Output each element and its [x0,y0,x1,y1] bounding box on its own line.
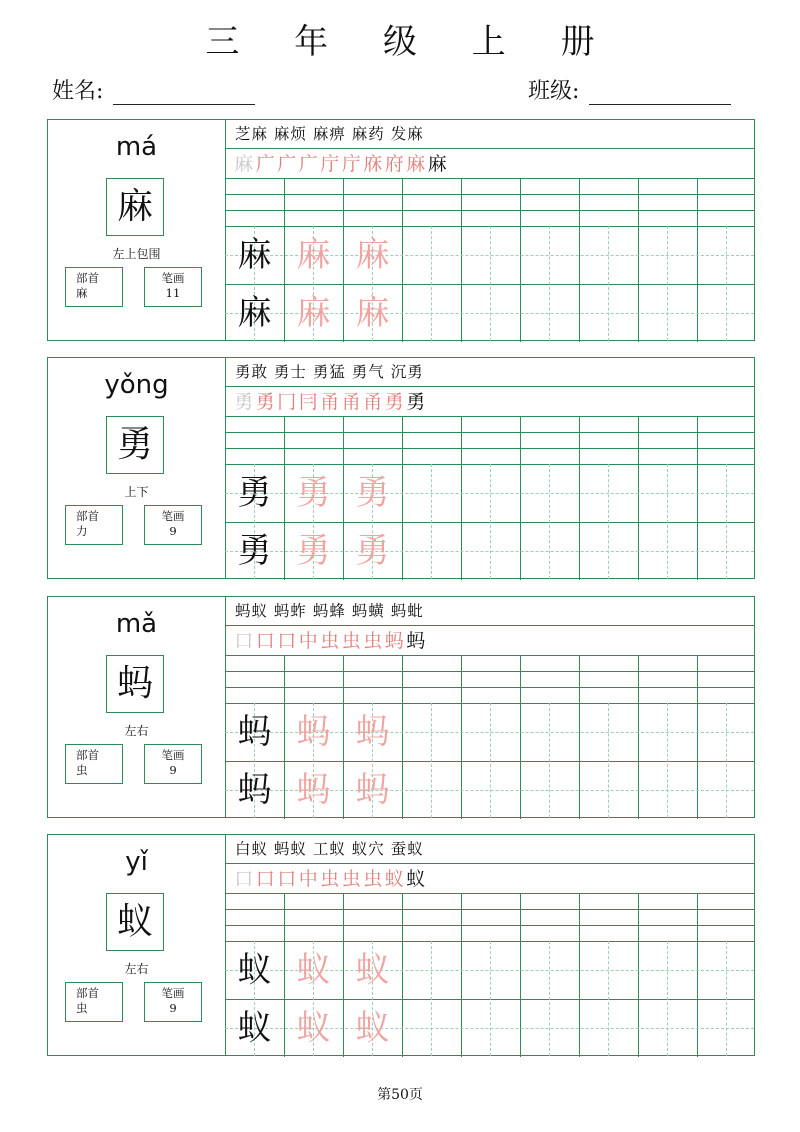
stroke-step: 虫 [320,630,340,652]
grid-line [225,687,754,688]
pinyin: yǒng [104,370,169,400]
empty-practice-cell[interactable] [520,284,579,342]
stroke-order-row [233,152,448,176]
grid-line [225,194,754,195]
stroke-step: 甬 [320,391,340,413]
empty-practice-cell[interactable] [579,464,638,522]
empty-practice-cell[interactable] [638,703,697,761]
stroke-step: 冃 [298,391,318,413]
stroke-order-row [233,867,427,891]
grid-line [225,178,754,179]
model-practice-character: 蚂 [237,770,272,810]
radical-value: 虫 [76,1001,88,1015]
empty-practice-cell[interactable] [697,464,756,522]
empty-practice-cell[interactable] [579,522,638,580]
model-practice-character: 麻 [237,235,272,275]
stroke-step: 虫 [363,868,383,890]
stroke-step: 庁 [341,153,361,175]
pinyin: yǐ [125,847,148,877]
structure-label: 左右 [124,724,149,738]
character-info-panel [48,358,226,578]
grid-line [225,925,754,926]
radical-box [65,505,123,545]
stroke-step: 蚁 [406,868,426,890]
grid-line [225,863,754,864]
stroke-step: 中 [298,868,318,890]
trace-character: 麻 [296,293,331,333]
empty-practice-cell[interactable] [520,464,579,522]
model-practice-character: 勇 [237,531,272,571]
empty-practice-cell[interactable] [402,226,461,284]
character-info-panel [48,597,226,817]
empty-practice-cell[interactable] [520,703,579,761]
name-field[interactable] [52,74,255,105]
page-title: 三 年 级 上 册 [205,22,617,62]
empty-practice-cell[interactable] [402,522,461,580]
strokes-value: 9 [169,1001,177,1015]
empty-practice-cell[interactable] [579,284,638,342]
model-practice-character: 蚁 [237,1008,272,1048]
stroke-step: 勇 [406,391,426,413]
empty-practice-cell[interactable] [579,226,638,284]
trace-character: 蚂 [296,770,331,810]
trace-character: 麻 [355,235,390,275]
radical-value: 麻 [76,286,88,300]
vocabulary-words: 勇敢 勇士 勇猛 勇气 沉勇 [235,363,424,381]
radical-value: 虫 [76,763,88,777]
empty-practice-cell[interactable] [579,941,638,999]
practice-grid [225,120,754,340]
empty-practice-cell[interactable] [461,522,520,580]
stroke-step: 庥 [363,153,383,175]
empty-practice-cell[interactable] [638,522,697,580]
radical-label: 部首 [76,748,99,762]
practice-grid [225,597,754,817]
grid-line [225,625,754,626]
empty-practice-cell[interactable] [461,226,520,284]
stroke-step: 口 [255,630,275,652]
model-character: 蚁 [106,893,164,951]
pinyin: mǎ [115,609,158,639]
stroke-step: 蚂 [406,630,426,652]
empty-practice-cell[interactable] [461,703,520,761]
grid-line [225,386,754,387]
empty-practice-cell[interactable] [520,522,579,580]
trace-character: 蚁 [355,950,390,990]
vocabulary-words: 蚂蚁 蚂蚱 蚂蜂 蚂蟥 蚂蚍 [235,602,424,620]
stroke-step: 府 [384,153,404,175]
stroke-step: 口 [277,868,297,890]
empty-practice-cell[interactable] [520,761,579,819]
pinyin: má [115,132,158,162]
empty-practice-cell[interactable] [402,999,461,1057]
trace-character: 勇 [355,531,390,571]
empty-practice-cell[interactable] [697,522,756,580]
empty-practice-cell[interactable] [520,226,579,284]
strokes-box [144,744,202,784]
structure-label: 左上包围 [112,247,161,261]
structure-label: 左右 [124,962,149,976]
empty-practice-cell[interactable] [638,464,697,522]
empty-practice-cell[interactable] [697,999,756,1057]
grid-line [225,671,754,672]
grid-line [225,416,754,417]
stroke-step: 甬 [363,391,383,413]
empty-practice-cell[interactable] [697,226,756,284]
empty-practice-cell[interactable] [461,464,520,522]
grid-line [225,432,754,433]
vocabulary-words: 芝麻 麻烦 麻痹 麻药 发麻 [235,125,424,143]
model-character: 麻 [106,178,164,236]
stroke-step: 虫 [363,630,383,652]
stroke-step: 麻 [406,153,426,175]
trace-character: 蚁 [296,950,331,990]
character-info-panel [48,120,226,340]
character-card [47,596,755,818]
empty-practice-cell[interactable] [697,941,756,999]
radical-box [65,744,123,784]
trace-character: 勇 [296,473,331,513]
name-label: 姓名: [52,79,104,104]
empty-practice-cell[interactable] [461,941,520,999]
stroke-step: 虫 [341,630,361,652]
empty-practice-cell[interactable] [461,761,520,819]
vocabulary-words: 白蚁 蚂蚁 工蚁 蚁穴 蚕蚁 [235,840,424,858]
stroke-step: 口 [234,630,254,652]
grid-line [225,148,754,149]
empty-practice-cell[interactable] [520,941,579,999]
grid-line [225,655,754,656]
empty-practice-cell[interactable] [461,999,520,1057]
stroke-step: 勇 [255,391,275,413]
empty-practice-cell[interactable] [638,226,697,284]
stroke-step: 口 [234,868,254,890]
trace-character: 蚂 [296,712,331,752]
radical-label: 部首 [76,271,99,285]
stroke-step: 冂 [277,391,297,413]
trace-character: 蚁 [296,1008,331,1048]
grid-line [225,448,754,449]
practice-grid [225,358,754,578]
radical-value: 力 [76,524,88,538]
empty-practice-cell[interactable] [638,761,697,819]
grid-line [225,909,754,910]
trace-character: 勇 [296,531,331,571]
class-input-line[interactable] [589,82,731,105]
name-input-line[interactable] [113,82,255,105]
stroke-step: 口 [255,868,275,890]
stroke-step: 虫 [341,868,361,890]
empty-practice-cell[interactable] [697,284,756,342]
class-label: 班级: [528,79,580,104]
stroke-step: 广 [277,153,297,175]
model-practice-character: 勇 [237,473,272,513]
character-card [47,834,755,1056]
empty-practice-cell[interactable] [402,941,461,999]
empty-practice-cell[interactable] [579,761,638,819]
stroke-step: 广 [298,153,318,175]
strokes-box [144,982,202,1022]
strokes-value: 9 [169,524,177,538]
strokes-box [144,267,202,307]
stroke-step: 麻 [427,153,447,175]
radical-box [65,982,123,1022]
trace-character: 蚁 [355,1008,390,1048]
strokes-value: 11 [165,286,181,300]
stroke-step: 广 [255,153,275,175]
stroke-step: 中 [298,630,318,652]
practice-grid [225,835,754,1055]
empty-practice-cell[interactable] [697,703,756,761]
empty-practice-cell[interactable] [402,703,461,761]
trace-character: 勇 [355,473,390,513]
empty-practice-cell[interactable] [638,284,697,342]
character-card [47,119,755,341]
trace-character: 蚂 [355,770,390,810]
character-info-panel [48,835,226,1055]
strokes-label: 笔画 [161,271,185,285]
structure-label: 上下 [124,485,149,499]
grid-line [225,210,754,211]
empty-practice-cell[interactable] [402,284,461,342]
stroke-step: 口 [277,630,297,652]
model-practice-character: 蚂 [237,712,272,752]
strokes-label: 笔画 [161,509,185,523]
stroke-order-row [233,629,427,653]
stroke-step: 甬 [341,391,361,413]
strokes-label: 笔画 [161,986,185,1000]
stroke-step: 庁 [320,153,340,175]
empty-practice-cell[interactable] [402,761,461,819]
grid-line [225,893,754,894]
radical-label: 部首 [76,509,99,523]
empty-practice-cell[interactable] [579,999,638,1057]
empty-practice-cell[interactable] [520,999,579,1057]
class-field[interactable] [528,74,731,105]
trace-character: 麻 [296,235,331,275]
model-practice-character: 蚁 [237,950,272,990]
model-practice-character: 麻 [237,293,272,333]
strokes-box [144,505,202,545]
empty-practice-cell[interactable] [402,464,461,522]
stroke-step: 勇 [384,391,404,413]
model-character: 蚂 [106,655,164,713]
stroke-step: 麻 [234,153,254,175]
radical-box [65,267,123,307]
strokes-label: 笔画 [161,748,185,762]
empty-practice-cell[interactable] [697,761,756,819]
empty-practice-cell[interactable] [579,703,638,761]
trace-character: 蚂 [355,712,390,752]
stroke-step: 勇 [234,391,254,413]
page-number: 第50页 [377,1087,423,1103]
radical-label: 部首 [76,986,99,1000]
strokes-value: 9 [169,763,177,777]
trace-character: 麻 [355,293,390,333]
stroke-step: 蚂 [384,630,404,652]
character-card [47,357,755,579]
empty-practice-cell[interactable] [638,999,697,1057]
empty-practice-cell[interactable] [461,284,520,342]
stroke-step: 蚁 [384,868,404,890]
empty-practice-cell[interactable] [638,941,697,999]
model-character: 勇 [106,416,164,474]
stroke-step: 虫 [320,868,340,890]
stroke-order-row [233,390,427,414]
